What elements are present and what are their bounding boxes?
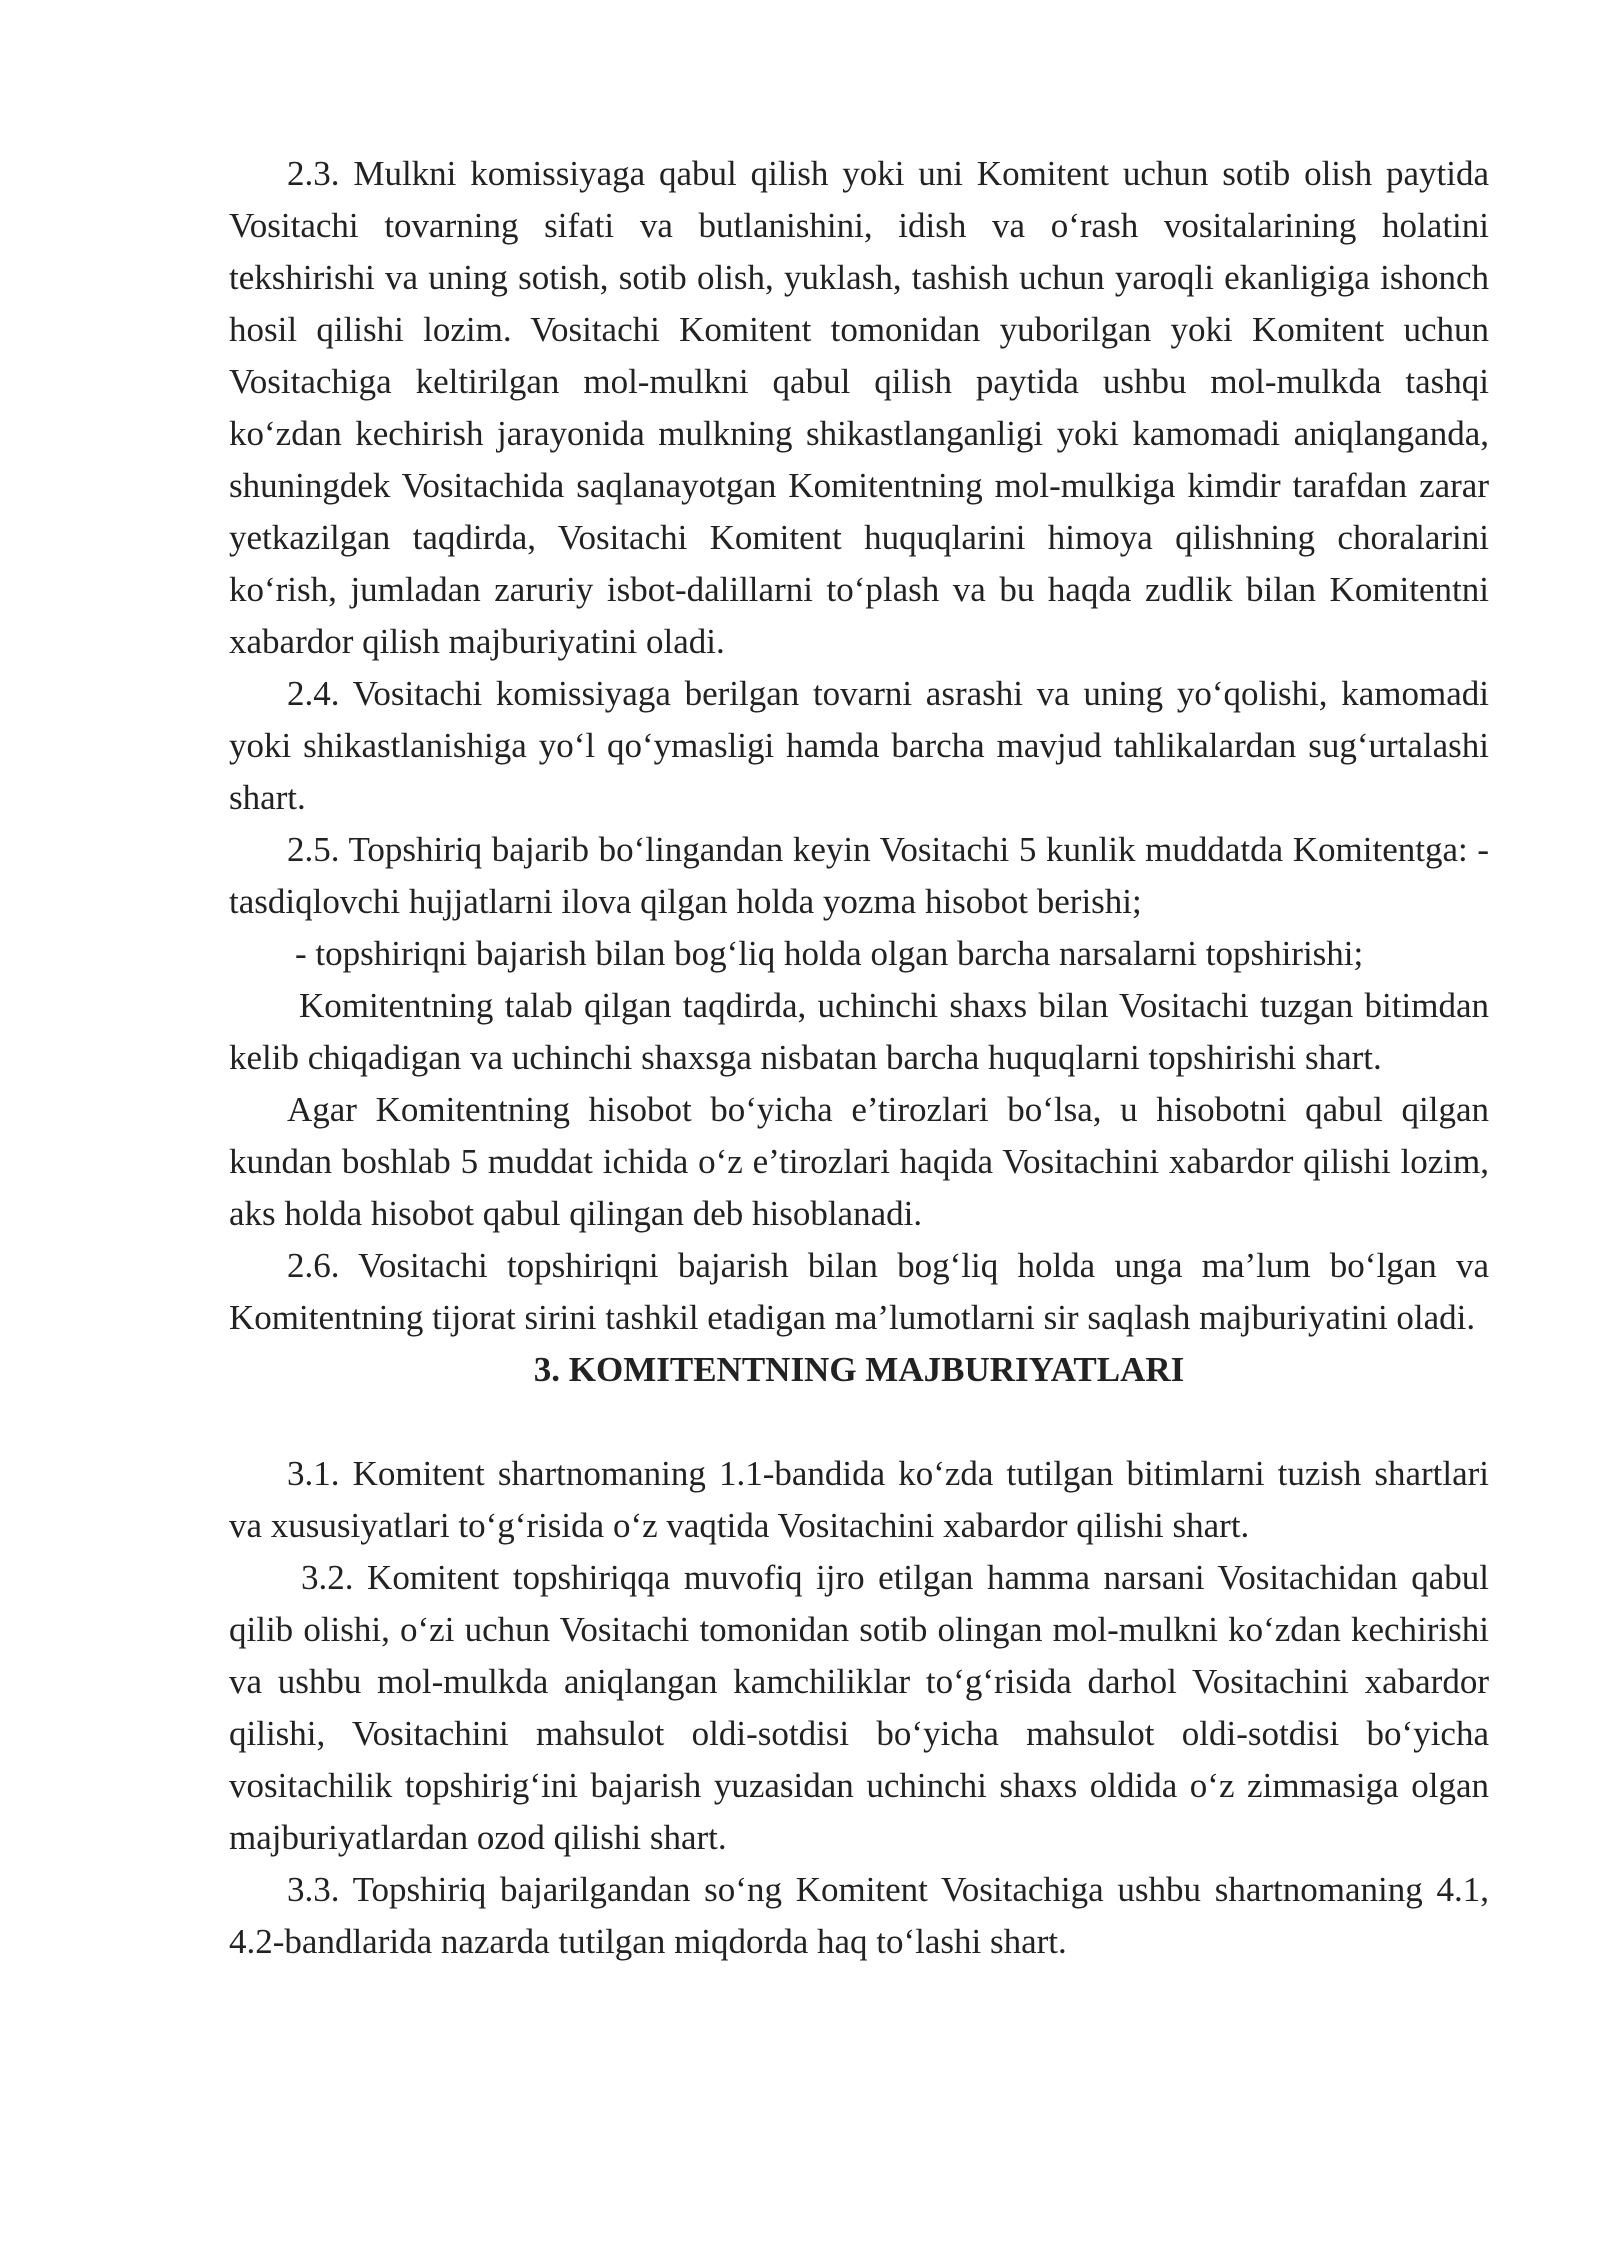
section-heading: 3. KOMITENTNING MAJBURIYATLARI <box>533 1350 1185 1389</box>
paragraph-2-5-item-handover: - topshiriqni bajarish bilan bog‘liq holda olgan barcha narsalarni topshirishi; <box>295 934 1364 973</box>
paragraph-3-1: 3.1. Komitent shartnomaning 1.1-bandida ko‘zda tutilgan bitimlarni tuzish shartlari va xususiyatlari to‘g‘risida o‘z vaqtida Vositachini xabardor qilishi shart. <box>229 1454 1489 1545</box>
document-page <box>229 148 1489 1968</box>
paragraph-2-6: 2.6. Vositachi topshiriqni bajarish bilan bog‘liq holda unga ma’lum bo‘lgan va Komitentning tijorat sirini tashkil etadigan ma’lumotlarni sir saqlash majburiyatini oladi. <box>229 1246 1489 1337</box>
paragraph-3-3: 3.3. Topshiriq bajarilgandan so‘ng Komitent Vositachiga ushbu shartnomaning 4.1, 4.2-bandlarida nazarda tutilgan miqdorda haq to‘lashi shart. <box>229 1870 1489 1961</box>
paragraph-2-4: 2.4. Vositachi komissiyaga berilgan tovarni asrashi va uning yo‘qolishi, kamomadi yoki shikastlanishiga yo‘l qo‘ymasligi hamda barcha mavjud tahlikalardan sug‘urtalashi shart. <box>229 674 1489 817</box>
paragraph-objections: Agar Komitentning hisobot bo‘yicha e’tirozlari bo‘lsa, u hisobotni qabul qilgan kundan boshlab 5 muddat ichida o‘z e’tirozlari haqida Vositachini xabardor qilishi lozim, aks holda hisobot qabul qilingan deb hisoblanadi. <box>229 1090 1489 1233</box>
paragraph-2-3: 2.3. Mulkni komissiyaga qabul qilish yoki uni Komitent uchun sotib olish paytida Vositachi tovarning sifati va butlanishini, idish va o‘rash vositalarining holatini tekshirishi va uning sotish, sotib olish, yuklash, tashish uchun yaroqli ekanligiga ishonch hosil qilishi lozim. Vositachi Komitent tomonidan yuborilgan yoki Komitent uchun Vositachiga keltirilgan mol-mulkni qabul qilish paytida ushbu mol-mulkda tashqi ko‘zdan kechirish jarayonida mulkning shikastlanganligi yoki kamomadi aniqlanganda, shuningdek Vositachida saqlanayotgan Komitentning mol-mulkiga kimdir tarafdan zarar yetkazilgan taqdirda, Vositachi Komitent huquqlarini himoya qilishning choralarini ko‘rish, jumladan zaruriy isbot-dalillarni to‘plash va bu haqda zudlik bilan Komitentni xabardor qilish majburiyatini oladi. <box>229 154 1489 661</box>
paragraph-3-2: 3.2. Komitent topshiriqqa muvofiq ijro etilgan hamma narsani Vositachidan qabul qilib olishi, o‘zi uchun Vositachi tomonidan sotib olingan mol-mulkni ko‘zdan kechirishi va ushbu mol-mulkda aniqlangan kamchiliklar to‘g‘risida darhol Vositachini xabardor qilishi, Vositachini mahsulot oldi-sotdisi bo‘yicha mahsulot oldi-sotdisi bo‘yicha vositachilik topshirig‘ini bajarish yuzasidan uchinchi shaxs oldida o‘z zimmasiga olgan majburiyatlardan ozod qilishi shart. <box>229 1558 1489 1857</box>
paragraph-2-5-item-rights: Komitentning talab qilgan taqdirda, uchinchi shaxs bilan Vositachi tuzgan bitimdan kelib chiqadigan va uchinchi shaxsga nisbatan barcha huquqlarni topshirishi shart. <box>229 986 1489 1077</box>
paragraph-2-5: 2.5. Topshiriq bajarib bo‘lingandan keyin Vositachi 5 kunlik muddatda Komitentga: - tasdiqlovchi hujjatlarni ilova qilgan holda yozma hisobot berishi; <box>229 830 1489 921</box>
